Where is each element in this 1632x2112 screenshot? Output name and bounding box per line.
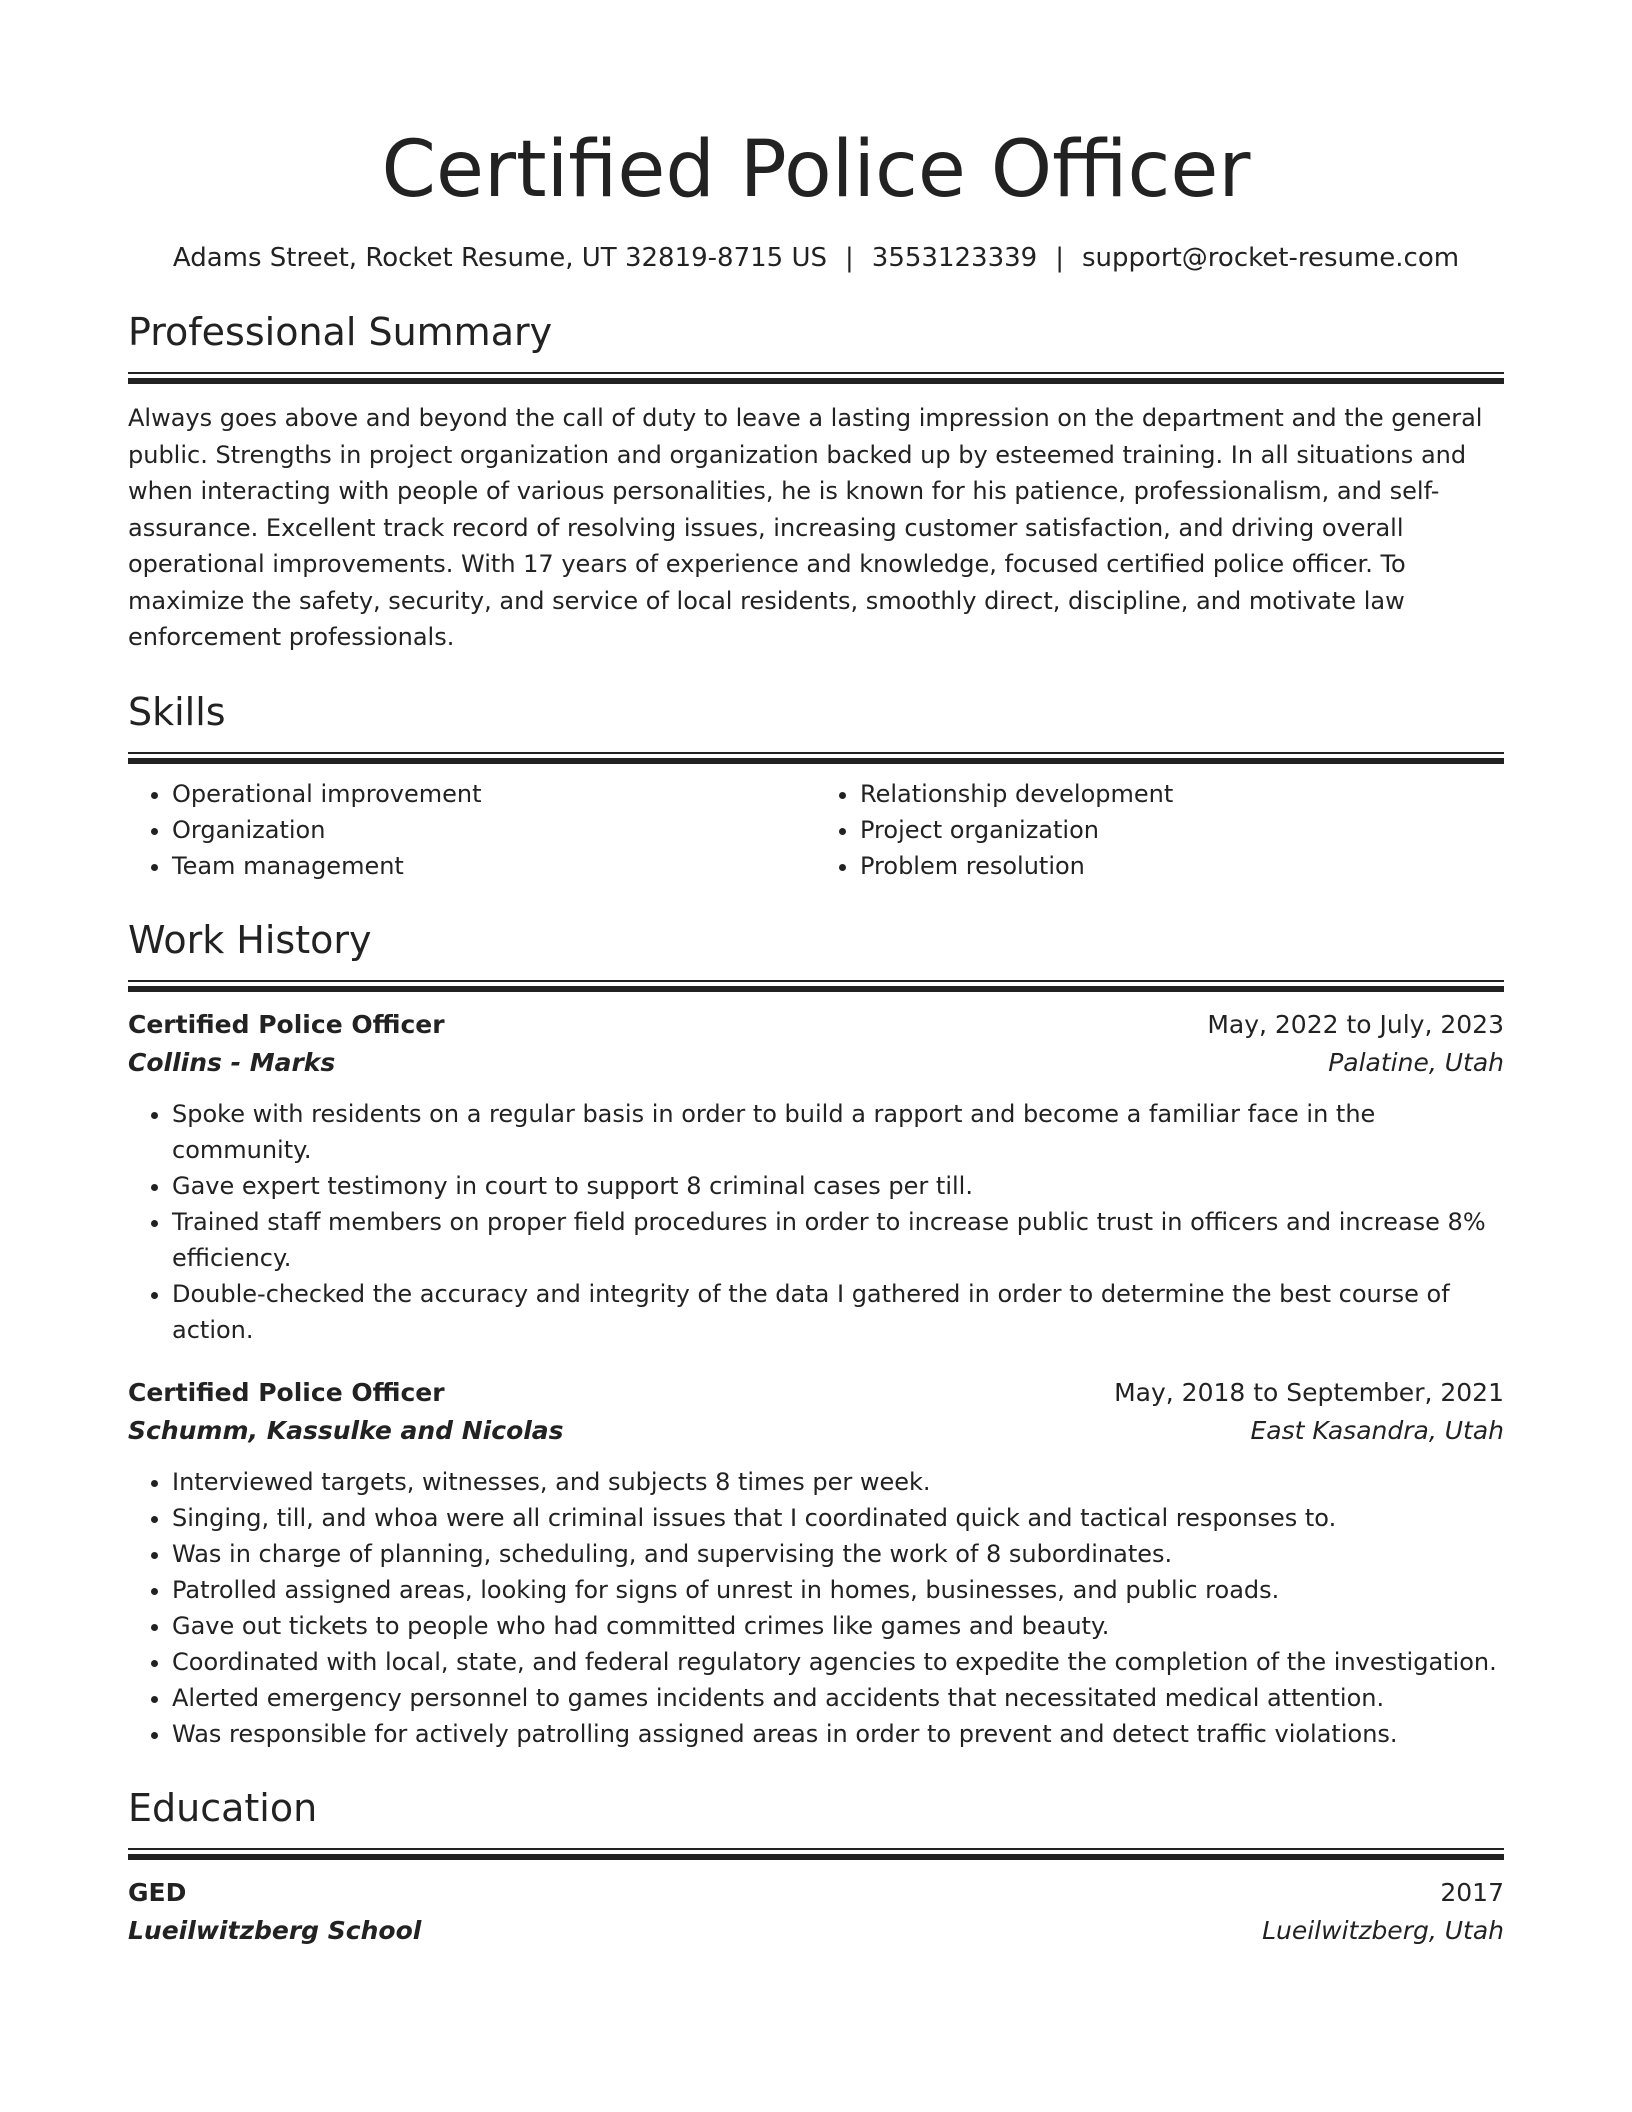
job-company: Collins - Marks <box>128 1047 336 1077</box>
summary-section <box>128 306 1504 656</box>
job-entry <box>128 1006 1504 1348</box>
skill-item: • Team management <box>172 848 816 884</box>
job-header-row <box>128 1374 1504 1412</box>
job-bullet: • Patrolled assigned areas, looking for signs of unrest in homes, businesses, and public roads. <box>172 1572 1504 1608</box>
skills-column-left <box>128 776 816 884</box>
skill-item: • Project organization <box>860 812 1504 848</box>
skill-item: • Problem resolution <box>860 848 1504 884</box>
job-bullet: • Coordinated with local, state, and federal regulatory agencies to expedite the completion of the investigation. <box>172 1644 1504 1680</box>
section-divider <box>128 372 1504 382</box>
contact-separator: | <box>845 243 854 273</box>
job-bullet: • Gave expert testimony in court to support 8 criminal cases per till. <box>172 1168 1504 1204</box>
contact-separator: | <box>1055 243 1064 273</box>
skills-column-right <box>816 776 1504 884</box>
job-bullets <box>128 1096 1504 1348</box>
section-title-education: Education <box>128 1785 318 1830</box>
contact-address: Adams Street, Rocket Resume, UT 32819-8715 US <box>172 243 828 273</box>
education-location: Lueilwitzberg, Utah <box>1262 1915 1504 1945</box>
job-bullet: • Gave out tickets to people who had committed crimes like games and beauty. <box>172 1608 1504 1644</box>
skill-item: • Organization <box>172 812 816 848</box>
job-company-row <box>128 1044 1504 1082</box>
job-bullet: • Spoke with residents on a regular basis in order to build a rapport and become a familiar face in the community. <box>172 1096 1504 1168</box>
job-bullet: • Was responsible for actively patrolling assigned areas in order to prevent and detect traffic violations. <box>172 1716 1504 1752</box>
job-location: East Kasandra, Utah <box>1250 1415 1504 1445</box>
education-entry <box>128 1874 1504 1950</box>
job-dates: May, 2022 to July, 2023 <box>1207 1009 1504 1039</box>
contact-line <box>128 240 1504 276</box>
work-history-section <box>128 914 1504 1752</box>
job-bullets <box>128 1464 1504 1752</box>
job-header-row <box>128 1006 1504 1044</box>
contact-phone: 3553123339 <box>871 243 1038 273</box>
job-company-row <box>128 1412 1504 1450</box>
section-divider <box>128 1848 1504 1858</box>
contact-email[interactable]: support@rocket-resume.com <box>1081 243 1460 273</box>
section-title-summary: Professional Summary <box>128 310 553 354</box>
skills-grid <box>128 776 1504 884</box>
education-year: 2017 <box>1440 1877 1504 1907</box>
job-bullet: • Singing, till, and whoa were all criminal issues that I coordinated quick and tactical responses to. <box>172 1500 1504 1536</box>
job-title: Certified Police Officer <box>128 1377 445 1407</box>
education-section <box>128 1782 1504 1950</box>
skill-item: • Relationship development <box>860 776 1504 812</box>
job-bullet: • Double-checked the accuracy and integrity of the data I gathered in order to determine the best course of action. <box>172 1276 1504 1348</box>
job-bullet: • Was in charge of planning, scheduling, and supervising the work of 8 subordinates. <box>172 1536 1504 1572</box>
education-school-row <box>128 1912 1504 1950</box>
skill-item: • Operational improvement <box>172 776 816 812</box>
section-title-skills: Skills <box>128 689 226 734</box>
education-school: Lueilwitzberg School <box>128 1915 422 1945</box>
resume-name: Certified Police Officer <box>381 125 1251 215</box>
job-bullet: • Trained staff members on proper field procedures in order to increase public trust in officers and increase 8% efficiency. <box>172 1204 1504 1276</box>
job-location: Palatine, Utah <box>1328 1047 1504 1077</box>
job-entry <box>128 1374 1504 1752</box>
job-title: Certified Police Officer <box>128 1009 445 1039</box>
job-company: Schumm, Kassulke and Nicolas <box>128 1415 564 1445</box>
job-bullet: • Interviewed targets, witnesses, and subjects 8 times per week. <box>172 1464 1504 1500</box>
summary-text: Always goes above and beyond the call of duty to leave a lasting impression on the department and the general public. Strengths in project organization and organization backed up by esteemed training. In all situations and when interacting with people of various personalities, he is known for his patience, professionalism, and self-assurance. Excellent track record of resolving issues, increasing customer satisfaction, and driving overall operational improvements. With 17 years of experience and knowledge, focused certified police officer. To maximize the safety, security, and service of local residents, smoothly direct, discipline, and motivate law enforcement professionals. <box>128 404 1483 651</box>
section-title-work: Work History <box>128 917 372 962</box>
education-header-row <box>128 1874 1504 1912</box>
job-dates: May, 2018 to September, 2021 <box>1114 1377 1504 1407</box>
job-bullet: • Alerted emergency personnel to games incidents and accidents that necessitated medical attention. <box>172 1680 1504 1716</box>
section-divider <box>128 752 1504 762</box>
education-degree: GED <box>128 1877 187 1907</box>
section-divider <box>128 980 1504 990</box>
skills-section <box>128 686 1504 884</box>
